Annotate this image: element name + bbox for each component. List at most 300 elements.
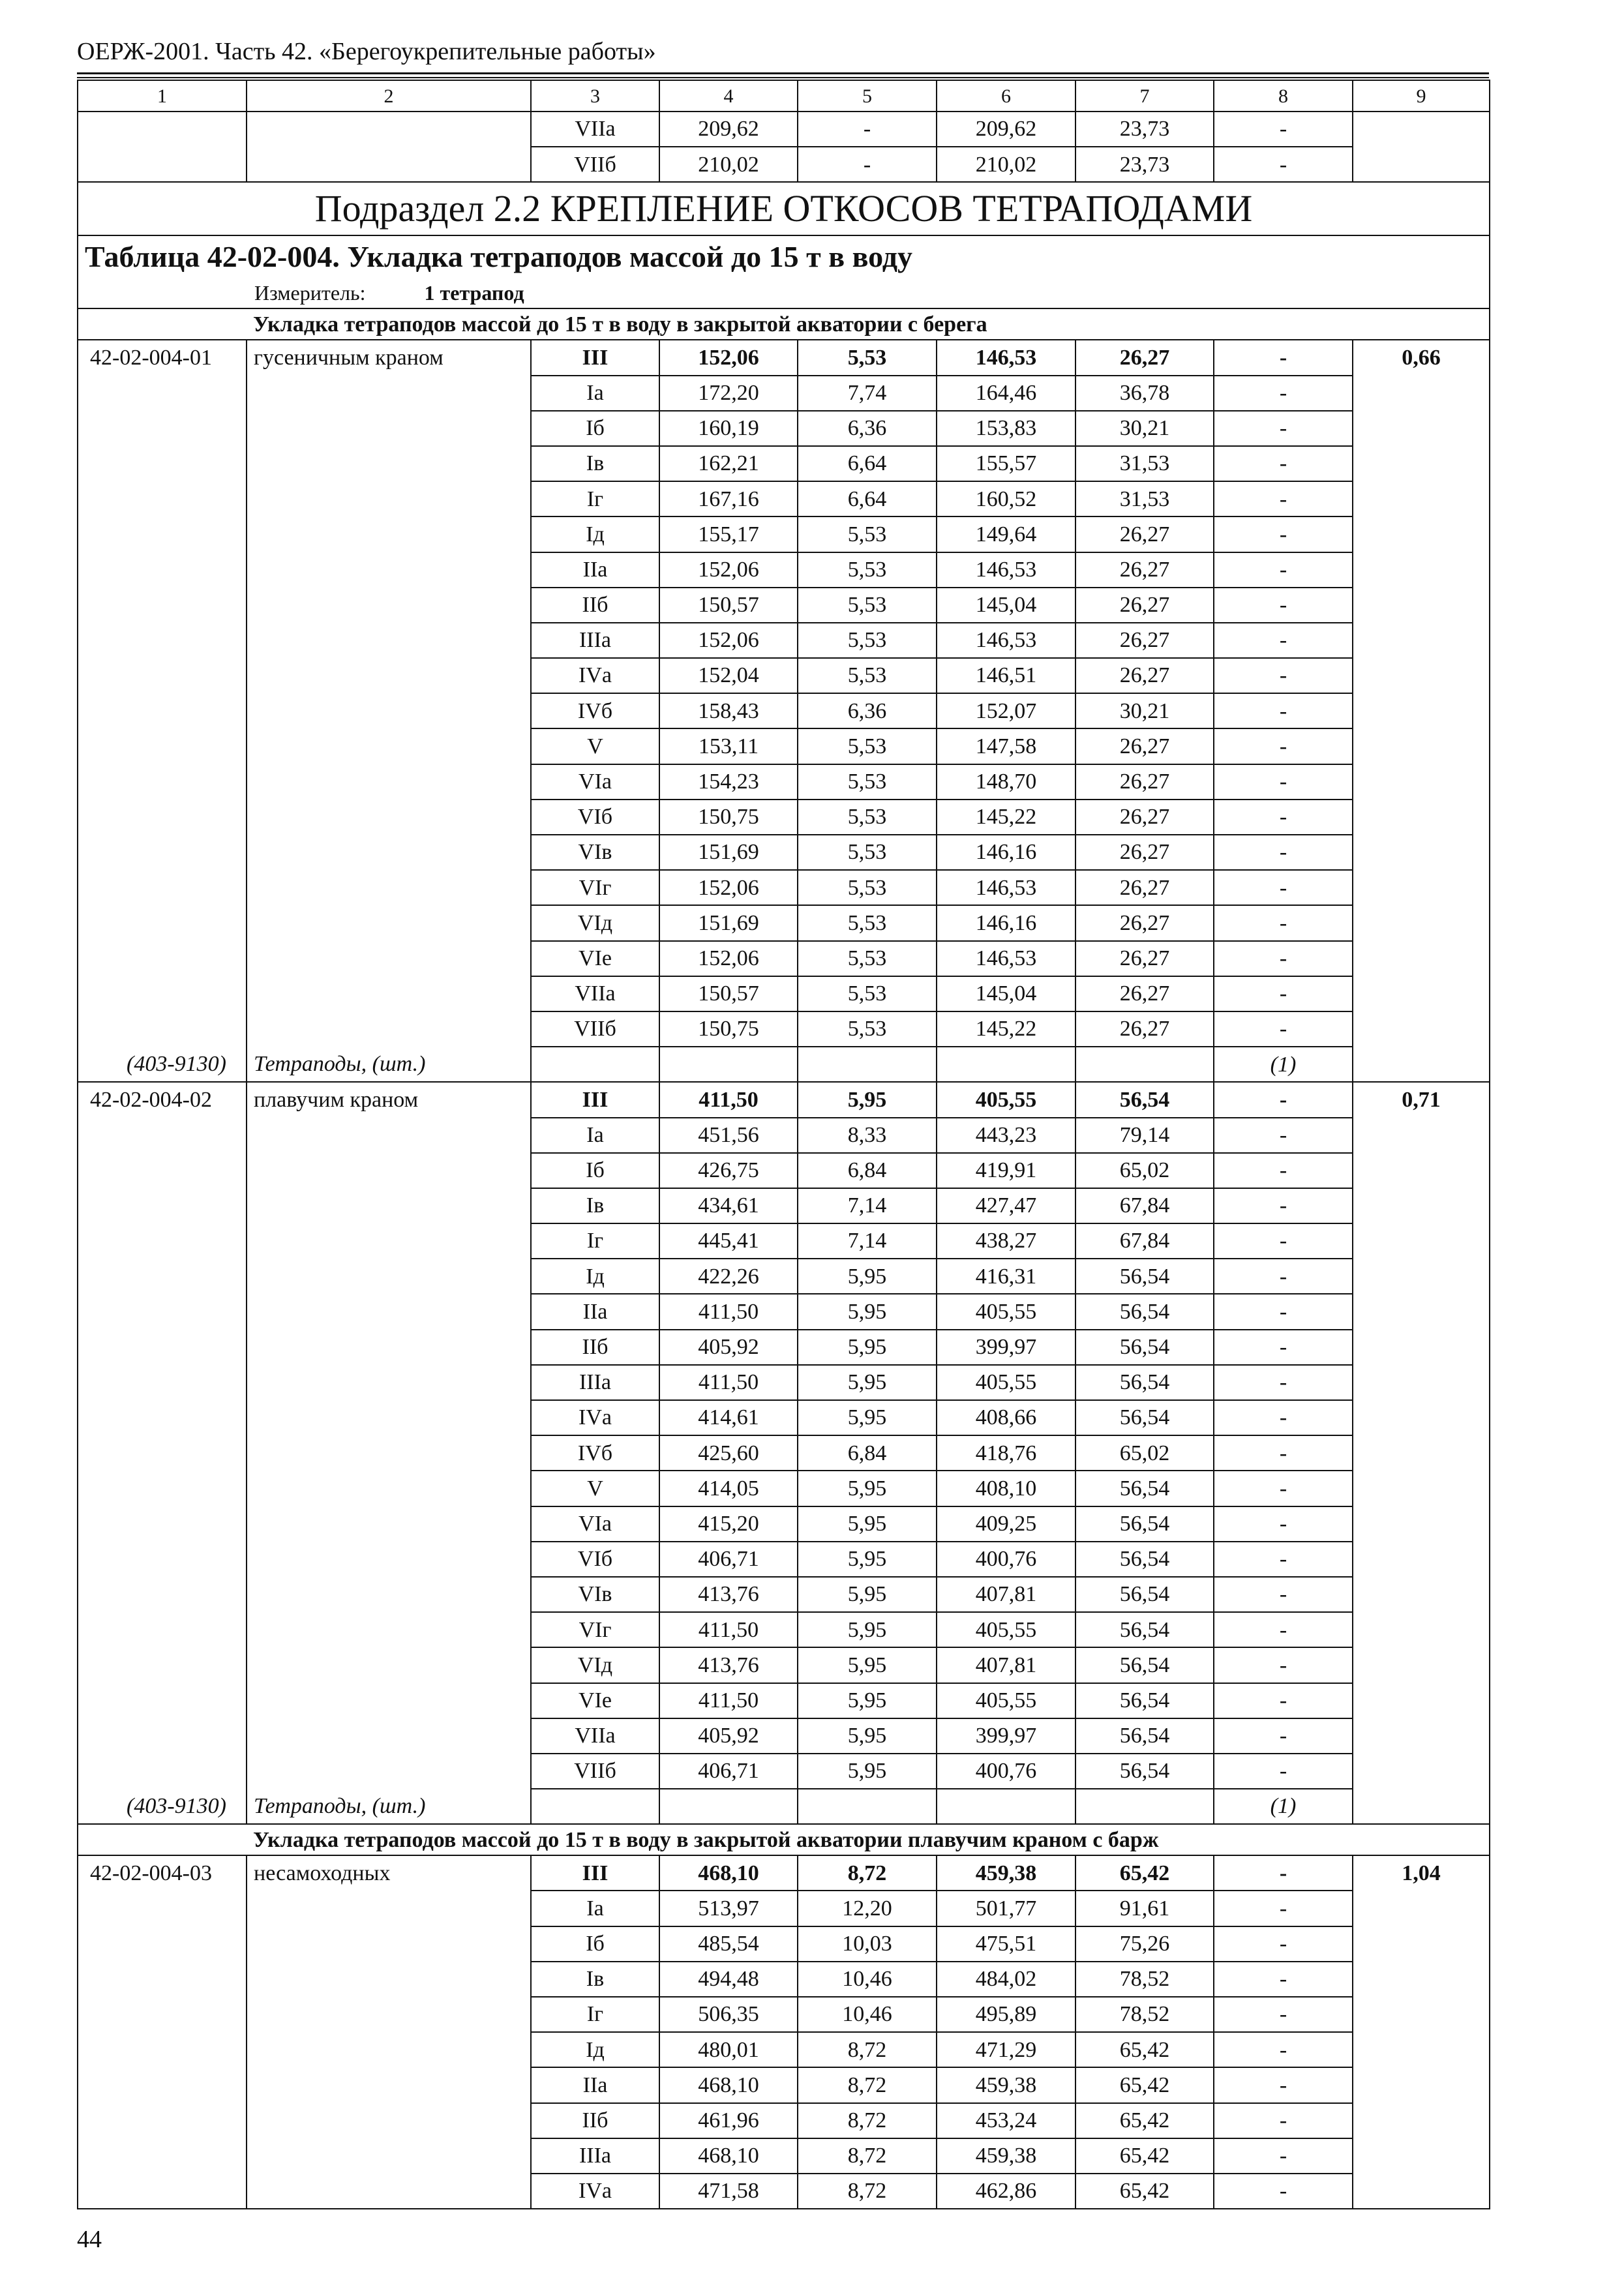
column-number: 5: [798, 80, 937, 112]
cell: VIе: [531, 941, 659, 976]
cell: -: [1214, 870, 1353, 905]
cell: -: [1214, 693, 1353, 728]
cell: 150,75: [659, 1011, 798, 1047]
cell: 26,27: [1075, 1011, 1214, 1047]
cell: 405,92: [659, 1718, 798, 1754]
cell: 399,97: [937, 1330, 1075, 1365]
cell: 146,53: [937, 870, 1075, 905]
cell: 5,95: [798, 1612, 937, 1647]
cell: 56,54: [1075, 1330, 1214, 1365]
cell: 146,16: [937, 905, 1075, 940]
cell: 405,55: [937, 1683, 1075, 1718]
cell: 411,50: [659, 1612, 798, 1647]
table-row: [78, 112, 1490, 147]
empty-cell: [937, 1047, 1075, 1082]
empty-cell: [1075, 1789, 1214, 1824]
price-table: [77, 80, 1490, 2209]
cell: IVа: [531, 1400, 659, 1435]
cell: Iг: [531, 1223, 659, 1259]
cell: 494,48: [659, 1962, 798, 1997]
cell: Iд: [531, 516, 659, 552]
cell: Iа: [531, 1891, 659, 1926]
cell: Iг: [531, 481, 659, 516]
cell: -: [1214, 588, 1353, 623]
cell: -: [1214, 481, 1353, 516]
cell: VIIа: [531, 112, 659, 147]
cell: 146,53: [937, 941, 1075, 976]
cell: 406,71: [659, 1542, 798, 1577]
cell: 5,53: [798, 835, 937, 870]
cell: Iб: [531, 1153, 659, 1188]
cell: 56,54: [1075, 1542, 1214, 1577]
cell: -: [1214, 1082, 1353, 1117]
cell: IIб: [531, 1330, 659, 1365]
cell: 5,53: [798, 658, 937, 693]
cell: 419,91: [937, 1153, 1075, 1188]
cell: 10,03: [798, 1926, 937, 1962]
cell: 495,89: [937, 1997, 1075, 2032]
cell: Iа: [531, 376, 659, 411]
cell: -: [1214, 1855, 1353, 1891]
cell: -: [1214, 1294, 1353, 1329]
cell: 26,27: [1075, 728, 1214, 764]
resource-name: Тетраподы, (шт.): [247, 1047, 531, 1082]
cell: 158,43: [659, 693, 798, 728]
cell: 153,11: [659, 728, 798, 764]
cell: -: [1214, 1330, 1353, 1365]
cell: -: [1214, 446, 1353, 481]
cell: -: [1214, 1647, 1353, 1683]
resource-row: [78, 1789, 1490, 1824]
cell: 146,51: [937, 658, 1075, 693]
cell: -: [1214, 835, 1353, 870]
cell: -: [1214, 1542, 1353, 1577]
cell: 5,53: [798, 728, 937, 764]
cell: 150,57: [659, 588, 798, 623]
cell: -: [1214, 1223, 1353, 1259]
cell: IVб: [531, 693, 659, 728]
cell: 146,53: [937, 623, 1075, 658]
header-rule-thin: [77, 77, 1489, 78]
cell: 445,41: [659, 1223, 798, 1259]
cell: 5,53: [798, 552, 937, 588]
cell: 422,26: [659, 1259, 798, 1294]
cell: IIб: [531, 2103, 659, 2138]
cell: 145,22: [937, 1011, 1075, 1047]
cell: 152,06: [659, 941, 798, 976]
cell: VIв: [531, 1577, 659, 1612]
cell: 5,95: [798, 1259, 937, 1294]
description-cell: несамоходных: [247, 1855, 531, 2209]
cell: Iб: [531, 411, 659, 446]
cell: 405,55: [937, 1294, 1075, 1329]
cell: 471,58: [659, 2174, 798, 2209]
cell: 5,95: [798, 1683, 937, 1718]
cell: 162,21: [659, 446, 798, 481]
cell: 405,55: [937, 1612, 1075, 1647]
cell: VIа: [531, 1506, 659, 1542]
cell: 65,02: [1075, 1153, 1214, 1188]
column-number: 3: [531, 80, 659, 112]
cell: IIа: [531, 552, 659, 588]
cell: IVа: [531, 658, 659, 693]
cell: 5,53: [798, 623, 937, 658]
cell: 26,27: [1075, 905, 1214, 940]
resource-name: Тетраподы, (шт.): [247, 1789, 531, 1824]
cell: 65,42: [1075, 1855, 1214, 1891]
cell: 480,01: [659, 2032, 798, 2067]
cell: VIIа: [531, 1718, 659, 1754]
cell: 405,92: [659, 1330, 798, 1365]
cell: VIб: [531, 1542, 659, 1577]
empty-cell: [659, 1789, 798, 1824]
section-title: Подраздел 2.2 КРЕПЛЕНИЕ ОТКОСОВ ТЕТРАПОДАМИ: [78, 182, 1490, 235]
empty-cell: [78, 112, 247, 147]
cell: 400,76: [937, 1542, 1075, 1577]
empty-cell: [531, 1047, 659, 1082]
cell: 5,53: [798, 516, 937, 552]
cell: 152,06: [659, 340, 798, 375]
cell: 5,95: [798, 1542, 937, 1577]
subhead-row: [78, 308, 1490, 340]
cell: -: [1214, 340, 1353, 375]
cell: 405,55: [937, 1082, 1075, 1117]
cell: 10,46: [798, 1997, 937, 2032]
coefficient-cell: 0,66: [1353, 340, 1490, 1082]
resource-value: (1): [1214, 1789, 1353, 1824]
cell: 56,54: [1075, 1683, 1214, 1718]
cell: 5,53: [798, 340, 937, 375]
cell: 26,27: [1075, 340, 1214, 375]
empty-cell: [247, 112, 531, 147]
cell: -: [1214, 411, 1353, 446]
cell: 6,84: [798, 1435, 937, 1471]
cell: 5,95: [798, 1647, 937, 1683]
cell: 26,27: [1075, 800, 1214, 835]
subhead: Укладка тетраподов массой до 15 т в воду в закрытой акватории плавучим краном с барж: [78, 1824, 1490, 1855]
cell: 485,54: [659, 1926, 798, 1962]
cell: -: [1214, 764, 1353, 800]
cell: IIб: [531, 588, 659, 623]
cell: 26,27: [1075, 941, 1214, 976]
cell: 65,42: [1075, 2067, 1214, 2102]
cell: IIIа: [531, 623, 659, 658]
cell: 400,76: [937, 1754, 1075, 1789]
cell: 65,42: [1075, 2103, 1214, 2138]
cell: 67,84: [1075, 1223, 1214, 1259]
description-cell: гусеничным краном: [247, 340, 531, 1047]
cell: 151,69: [659, 835, 798, 870]
cell: 8,72: [798, 1855, 937, 1891]
cell: 145,22: [937, 800, 1075, 835]
cell: 408,10: [937, 1471, 1075, 1506]
cell: 26,27: [1075, 976, 1214, 1011]
cell: 56,54: [1075, 1365, 1214, 1400]
cell: Iв: [531, 1962, 659, 1997]
cell: VIд: [531, 905, 659, 940]
cell: -: [1214, 800, 1353, 835]
cell: -: [1214, 2032, 1353, 2067]
cell: 154,23: [659, 764, 798, 800]
cell: 209,62: [659, 112, 798, 147]
cell: 411,50: [659, 1365, 798, 1400]
cell: 36,78: [1075, 376, 1214, 411]
cell: 26,27: [1075, 623, 1214, 658]
cell: 26,27: [1075, 552, 1214, 588]
cell: V: [531, 1471, 659, 1506]
cell: 5,53: [798, 764, 937, 800]
cell: VIIа: [531, 976, 659, 1011]
column-number: 6: [937, 80, 1075, 112]
cell: 26,27: [1075, 516, 1214, 552]
cell: 26,27: [1075, 835, 1214, 870]
cell: -: [1214, 1259, 1353, 1294]
cell: -: [1214, 1400, 1353, 1435]
cell: 5,53: [798, 905, 937, 940]
cell: 462,86: [937, 2174, 1075, 2209]
cell: -: [1214, 1118, 1353, 1153]
empty-cell: [1353, 147, 1490, 182]
cell: 5,95: [798, 1754, 937, 1789]
cell: 210,02: [659, 147, 798, 182]
cell: 78,52: [1075, 1997, 1214, 2032]
cell: -: [1214, 728, 1353, 764]
resource-code: (403-9130): [78, 1047, 247, 1082]
cell: 5,53: [798, 941, 937, 976]
cell: III: [531, 1082, 659, 1117]
cell: 411,50: [659, 1683, 798, 1718]
cell: 6,36: [798, 411, 937, 446]
cell: 167,16: [659, 481, 798, 516]
page-number: 44: [77, 2226, 102, 2253]
cell: 408,66: [937, 1400, 1075, 1435]
cell: 506,35: [659, 1997, 798, 2032]
cell: 438,27: [937, 1223, 1075, 1259]
column-number: 1: [78, 80, 247, 112]
cell: 148,70: [937, 764, 1075, 800]
table-row: [78, 1855, 1490, 1891]
cell: 414,61: [659, 1400, 798, 1435]
measure-row: [78, 278, 1490, 308]
cell: 6,64: [798, 446, 937, 481]
cell: 5,53: [798, 588, 937, 623]
cell: 413,76: [659, 1647, 798, 1683]
cell: 56,54: [1075, 1471, 1214, 1506]
cell: -: [1214, 1188, 1353, 1223]
cell: 7,74: [798, 376, 937, 411]
table-row: [78, 340, 1490, 375]
cell: 146,16: [937, 835, 1075, 870]
cell: 65,42: [1075, 2174, 1214, 2209]
cell: -: [1214, 1718, 1353, 1754]
cell: -: [1214, 1153, 1353, 1188]
resource-code: (403-9130): [78, 1789, 247, 1824]
cell: 8,72: [798, 2067, 937, 2102]
cell: 12,20: [798, 1891, 937, 1926]
cell: -: [1214, 1962, 1353, 1997]
cell: 152,06: [659, 623, 798, 658]
code-cell: 42-02-004-03: [78, 1855, 247, 2209]
cell: 91,61: [1075, 1891, 1214, 1926]
cell: VIг: [531, 1612, 659, 1647]
cell: 145,04: [937, 588, 1075, 623]
cell: 409,25: [937, 1506, 1075, 1542]
code-cell: 42-02-004-02: [78, 1082, 247, 1789]
cell: 210,02: [937, 147, 1075, 182]
header-rule: [77, 72, 1489, 74]
cell: Iв: [531, 1188, 659, 1223]
cell: 30,21: [1075, 411, 1214, 446]
cell: 407,81: [937, 1647, 1075, 1683]
cell: -: [1214, 2138, 1353, 2174]
cell: -: [1214, 1365, 1353, 1400]
cell: 7,14: [798, 1223, 937, 1259]
cell: 56,54: [1075, 1754, 1214, 1789]
cell: 65,42: [1075, 2138, 1214, 2174]
cell: -: [1214, 2174, 1353, 2209]
cell: VIв: [531, 835, 659, 870]
cell: -: [1214, 623, 1353, 658]
cell: 513,97: [659, 1891, 798, 1926]
cell: 56,54: [1075, 1259, 1214, 1294]
cell: -: [1214, 658, 1353, 693]
cell: 399,97: [937, 1718, 1075, 1754]
cell: 8,72: [798, 2103, 937, 2138]
cell: 65,02: [1075, 1435, 1214, 1471]
cell: 146,53: [937, 340, 1075, 375]
cell: 65,42: [1075, 2032, 1214, 2067]
cell: 459,38: [937, 2067, 1075, 2102]
cell: IIа: [531, 1294, 659, 1329]
cell: -: [798, 147, 937, 182]
cell: VIг: [531, 870, 659, 905]
measure-value: 1 тетрапод: [424, 280, 524, 305]
cell: 160,19: [659, 411, 798, 446]
cell: 453,24: [937, 2103, 1075, 2138]
cell: 5,95: [798, 1400, 937, 1435]
cell: 149,64: [937, 516, 1075, 552]
cell: 5,95: [798, 1471, 937, 1506]
cell: -: [1214, 1754, 1353, 1789]
cell: 6,84: [798, 1153, 937, 1188]
cell: 8,33: [798, 1118, 937, 1153]
cell: 31,53: [1075, 446, 1214, 481]
empty-cell: [78, 147, 247, 182]
cell: -: [1214, 1011, 1353, 1047]
cell: 484,02: [937, 1962, 1075, 1997]
cell: 8,72: [798, 2174, 937, 2209]
cell: 147,58: [937, 728, 1075, 764]
cell: 56,54: [1075, 1718, 1214, 1754]
measure: [78, 278, 1490, 308]
cell: 5,53: [798, 976, 937, 1011]
cell: 79,14: [1075, 1118, 1214, 1153]
cell: 468,10: [659, 1855, 798, 1891]
subhead: Укладка тетраподов массой до 15 т в воду в закрытой акватории с берега: [78, 308, 1490, 340]
cell: -: [1214, 1471, 1353, 1506]
cell: 23,73: [1075, 147, 1214, 182]
cell: 5,95: [798, 1082, 937, 1117]
cell: 6,36: [798, 693, 937, 728]
cell: -: [1214, 941, 1353, 976]
cell: 26,27: [1075, 658, 1214, 693]
cell: 6,64: [798, 481, 937, 516]
cell: 152,06: [659, 552, 798, 588]
cell: VIб: [531, 800, 659, 835]
cell: 31,53: [1075, 481, 1214, 516]
cell: 415,20: [659, 1506, 798, 1542]
cell: 459,38: [937, 1855, 1075, 1891]
cell: 425,60: [659, 1435, 798, 1471]
cell: III: [531, 1855, 659, 1891]
cell: 10,46: [798, 1962, 937, 1997]
cell: -: [1214, 976, 1353, 1011]
table-row: [78, 147, 1490, 182]
cell: 152,04: [659, 658, 798, 693]
column-number: 9: [1353, 80, 1490, 112]
cell: -: [798, 112, 937, 147]
cell: 427,47: [937, 1188, 1075, 1223]
cell: -: [1214, 905, 1353, 940]
empty-cell: [1075, 1047, 1214, 1082]
cell: 150,57: [659, 976, 798, 1011]
empty-cell: [798, 1789, 937, 1824]
cell: 153,83: [937, 411, 1075, 446]
cell: VIе: [531, 1683, 659, 1718]
cell: -: [1214, 1683, 1353, 1718]
column-number: 7: [1075, 80, 1214, 112]
cell: -: [1214, 516, 1353, 552]
cell: 461,96: [659, 2103, 798, 2138]
cell: VIд: [531, 1647, 659, 1683]
cell: 443,23: [937, 1118, 1075, 1153]
cell: 8,72: [798, 2032, 937, 2067]
cell: 418,76: [937, 1435, 1075, 1471]
cell: 406,71: [659, 1754, 798, 1789]
cell: 155,57: [937, 446, 1075, 481]
subhead-row: [78, 1824, 1490, 1855]
cell: -: [1214, 552, 1353, 588]
table-title-row: [78, 235, 1490, 278]
cell: 407,81: [937, 1577, 1075, 1612]
cell: 67,84: [1075, 1188, 1214, 1223]
description-cell: плавучим краном: [247, 1082, 531, 1789]
cell: 411,50: [659, 1082, 798, 1117]
column-number-row: [78, 80, 1490, 112]
section-row: [78, 182, 1490, 235]
cell: Iв: [531, 446, 659, 481]
cell: 471,29: [937, 2032, 1075, 2067]
cell: 152,06: [659, 870, 798, 905]
cell: Iа: [531, 1118, 659, 1153]
cell: -: [1214, 1926, 1353, 1962]
cell: 416,31: [937, 1259, 1075, 1294]
empty-cell: [1353, 112, 1490, 147]
cell: 164,46: [937, 376, 1075, 411]
cell: 23,73: [1075, 112, 1214, 147]
cell: 160,52: [937, 481, 1075, 516]
cell: -: [1214, 147, 1353, 182]
empty-cell: [798, 1047, 937, 1082]
cell: 411,50: [659, 1294, 798, 1329]
cell: 468,10: [659, 2067, 798, 2102]
cell: -: [1214, 1997, 1353, 2032]
resource-row: [78, 1047, 1490, 1082]
coefficient-cell: 0,71: [1353, 1082, 1490, 1824]
column-number: 4: [659, 80, 798, 112]
cell: 5,95: [798, 1365, 937, 1400]
table-title: Таблица 42-02-004. Укладка тетраподов массой до 15 т в воду: [78, 235, 1490, 278]
